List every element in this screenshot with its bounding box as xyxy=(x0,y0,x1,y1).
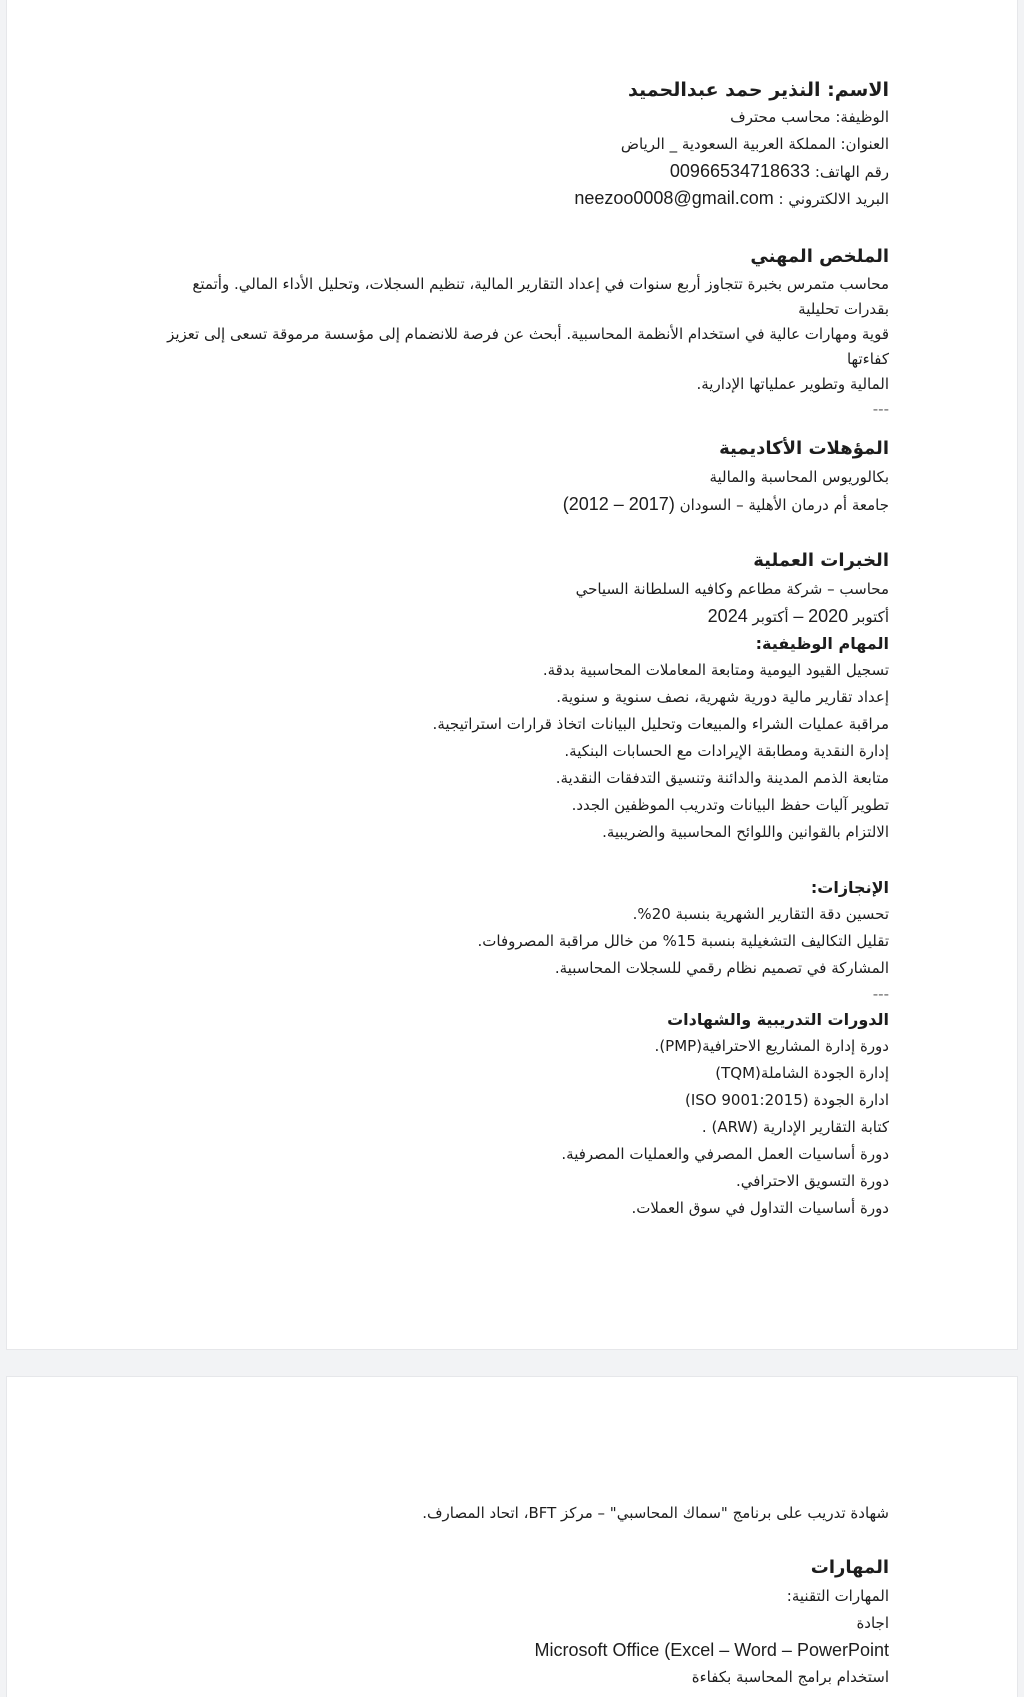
summary-line: المالية وتطوير عملياتها الإدارية. xyxy=(696,375,889,393)
task-item: إدارة النقدية ومطابقة الإيرادات مع الحسابات البنكية. xyxy=(564,742,889,760)
office-skills: Microsoft Office (Excel – Word – PowerPoint xyxy=(534,1640,889,1660)
person-name: الاسم: النذير حمد عبدالحميد xyxy=(628,79,889,101)
achievements-section xyxy=(478,874,889,1006)
email-row xyxy=(574,185,889,212)
experience-section xyxy=(433,546,889,846)
work-period: أكتوبر 2020 – أكتوبر 2024 xyxy=(707,606,889,626)
phone-row xyxy=(574,158,889,185)
email-address: neezoo0008@gmail.com xyxy=(574,188,774,208)
task-item: إعداد تقارير مالية دورية شهرية، نصف سنوية و سنوية. xyxy=(556,688,889,706)
cv-page-2 xyxy=(7,1377,1017,1697)
skills-section xyxy=(535,1553,889,1691)
achievements-title: الإنجازات: xyxy=(810,878,889,897)
achievement-item: تقليل التكاليف التشغيلية بنسبة 15% من خالل مراقبة المصروفات. xyxy=(477,932,889,950)
summary-section xyxy=(139,242,889,422)
technical-skills-label: المهارات التقنية: xyxy=(786,1587,889,1605)
university: جامعة أم درمان الأهلية – السودان xyxy=(679,496,889,514)
task-item: متابعة الذمم المدينة والدائنة وتنسيق التدفقات النقدية. xyxy=(555,769,889,787)
course-item: دورة التسويق الاحترافي. xyxy=(735,1172,889,1190)
course-item: دورة أساسيات التداول في سوق العملات. xyxy=(631,1199,889,1217)
summary-title: الملخص المهني xyxy=(750,246,889,267)
section-separator: --- xyxy=(872,400,889,418)
start-month: أكتوبر xyxy=(852,608,889,626)
course-item: كتابة التقارير الإدارية (ARW) . xyxy=(701,1118,889,1136)
courses-section xyxy=(561,1006,889,1222)
mastery-label: اجادة xyxy=(856,1614,889,1632)
contact-section xyxy=(574,76,889,212)
university-row xyxy=(563,491,889,518)
accounting-software-skill: استخدام برامج المحاسبة بكفاءة xyxy=(691,1668,889,1686)
task-item: الالتزام بالقوانين واللوائح المحاسبية والضريبية. xyxy=(602,823,889,841)
course-item: ادارة الجودة (ISO 9001:2015) xyxy=(685,1091,889,1109)
courses-title: الدورات التدريبية والشهادات xyxy=(667,1010,889,1029)
degree: بكالوريوس المحاسبة والمالية xyxy=(709,468,889,486)
task-item: تسجيل القيود اليومية ومتابعة المعاملات المحاسبية بدقة. xyxy=(542,661,889,679)
certificate-row xyxy=(422,1500,889,1527)
summary-line: قوية ومهارات عالية في استخدام الأنظمة المحاسبية. أبحث عن فرصة للانضمام إلى مؤسسة مرموقة تسعى إلى تعزيز xyxy=(167,325,889,343)
email-label: البريد الالكتروني : xyxy=(778,190,889,208)
end-month: أكتوبر xyxy=(752,608,789,626)
summary-line: محاسب متمرس بخبرة تتجاوز أربع سنوات في إعداد التقارير المالية، تنظيم السجلات، وتحليل الأداء المالي. وأتمتع xyxy=(192,275,889,293)
position: محاسب – شركة مطاعم وكافيه السلطانة السياحي xyxy=(575,580,889,598)
task-item: مراقبة عمليات الشراء والمبيعات وتحليل البيانات اتخاذ قرارات استراتيجية. xyxy=(432,715,889,733)
cv-page-1 xyxy=(7,0,1017,1349)
study-years: (2017 – 2012) xyxy=(562,494,675,514)
end-year: 2024 xyxy=(707,606,748,626)
phone-label: رقم الهاتف: xyxy=(814,163,889,181)
achievement-item: المشاركة في تصميم نظام رقمي للسجلات المحاسبية. xyxy=(554,959,889,977)
experience-title: الخبرات العملية xyxy=(753,550,889,571)
course-item: دورة أساسيات العمل المصرفي والعمليات المصرفية. xyxy=(561,1145,889,1163)
summary-line: بقدرات تحليلية xyxy=(798,300,889,318)
phone-number: 00966534718633 xyxy=(669,161,811,181)
education-section xyxy=(563,434,889,518)
achievement-item: تحسين دقة التقارير الشهرية بنسبة 20%. xyxy=(632,905,889,923)
education-title: المؤهلات الأكاديمية xyxy=(719,438,889,459)
tasks-title: المهام الوظيفية: xyxy=(755,634,889,653)
certificate: شهادة تدريب على برنامج "سماك المحاسبي" – مركز BFT، اتحاد المصارف. xyxy=(422,1504,889,1522)
summary-line: كفاءتها xyxy=(846,350,889,368)
task-item: تطوير آليات حفظ البيانات وتدريب الموظفين الجدد. xyxy=(571,796,889,814)
course-item: إدارة الجودة الشاملة(TQM) xyxy=(715,1064,889,1082)
section-separator: --- xyxy=(872,985,889,1003)
skills-title: المهارات xyxy=(810,1557,889,1578)
address: العنوان: المملكة العربية السعودية _ الرياض xyxy=(620,135,889,153)
start-year: 2020 xyxy=(808,606,849,626)
job-title: الوظيفة: محاسب محترف xyxy=(730,108,889,126)
course-item: دورة إدارة المشاريع الاحترافية(PMP). xyxy=(654,1037,889,1055)
